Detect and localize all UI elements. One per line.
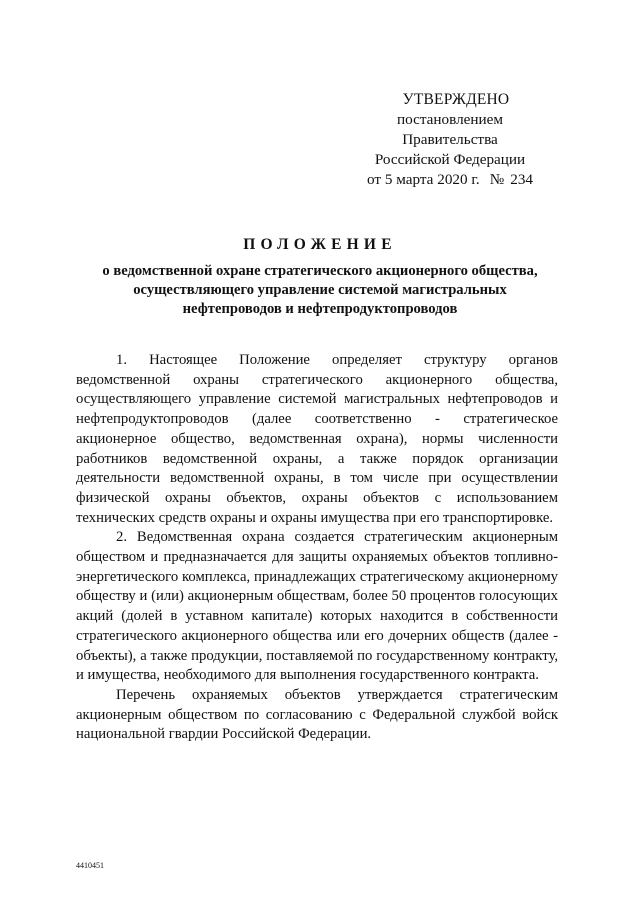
approval-date-number	[352, 170, 548, 190]
document-title: ПОЛОЖЕНИЕ	[243, 236, 397, 253]
approval-line-decree: постановлением Правительства	[396, 111, 504, 148]
subtitle-line: осуществляющего управление системой магистральных	[133, 282, 507, 298]
approval-number-sign: №	[489, 171, 505, 188]
approval-block	[352, 90, 548, 190]
approval-number: 234	[510, 171, 533, 188]
document-body	[76, 351, 558, 745]
paragraph-1: 1. Настоящее Положение определяет структуру органов ведомственной охраны стратегического акционерного общества, осуществляющего управление системой магистральных нефтепроводов и нефтепродуктопроводов (далее соответственно - стратегическое акционерное общество, ведомственная охрана), нормы численности работников ведомственной охраны, а также порядок организации деятельности ведомственной охраны, в том числе при осуществлении физической охраны объектов, охраны объектов с использованием технических средств охраны и охраны имущества при его транспортировке.	[76, 352, 558, 526]
paragraph-3: Перечень охраняемых объектов утверждается стратегическим акционерным обществом по согласованию с Федеральной службой войск национальной гвардии Российской Федерации.	[76, 686, 558, 743]
approval-line-federation: Российской Федерации	[374, 151, 526, 168]
subtitle-line: нефтепроводов и нефтепродуктопроводов	[182, 301, 458, 317]
approval-date: от 5 марта 2020 г.	[367, 171, 480, 188]
footer-code: 4410451	[76, 861, 104, 870]
approval-title: УТВЕРЖДЕНО	[402, 91, 510, 108]
paragraph-2: 2. Ведомственная охрана создается стратегическим акционерным обществом и предназначается для защиты охраняемых объектов топливно-энергетического комплекса, принадлежащих стратегическому акционерному обществу и (или) акционерным обществам, более 50 процентов голосующих акций (долей в уставном капитале) которых находится в собственности стратегического акционерного общества или его дочерних обществ (далее - объекты), а также продукции, поставляемой по государственному контракту, и имущества, необходимого для выполнения государственного контракта.	[76, 529, 558, 684]
document-subtitle	[72, 262, 568, 319]
subtitle-line: о ведомственной охране стратегического акционерного общества,	[102, 263, 538, 279]
